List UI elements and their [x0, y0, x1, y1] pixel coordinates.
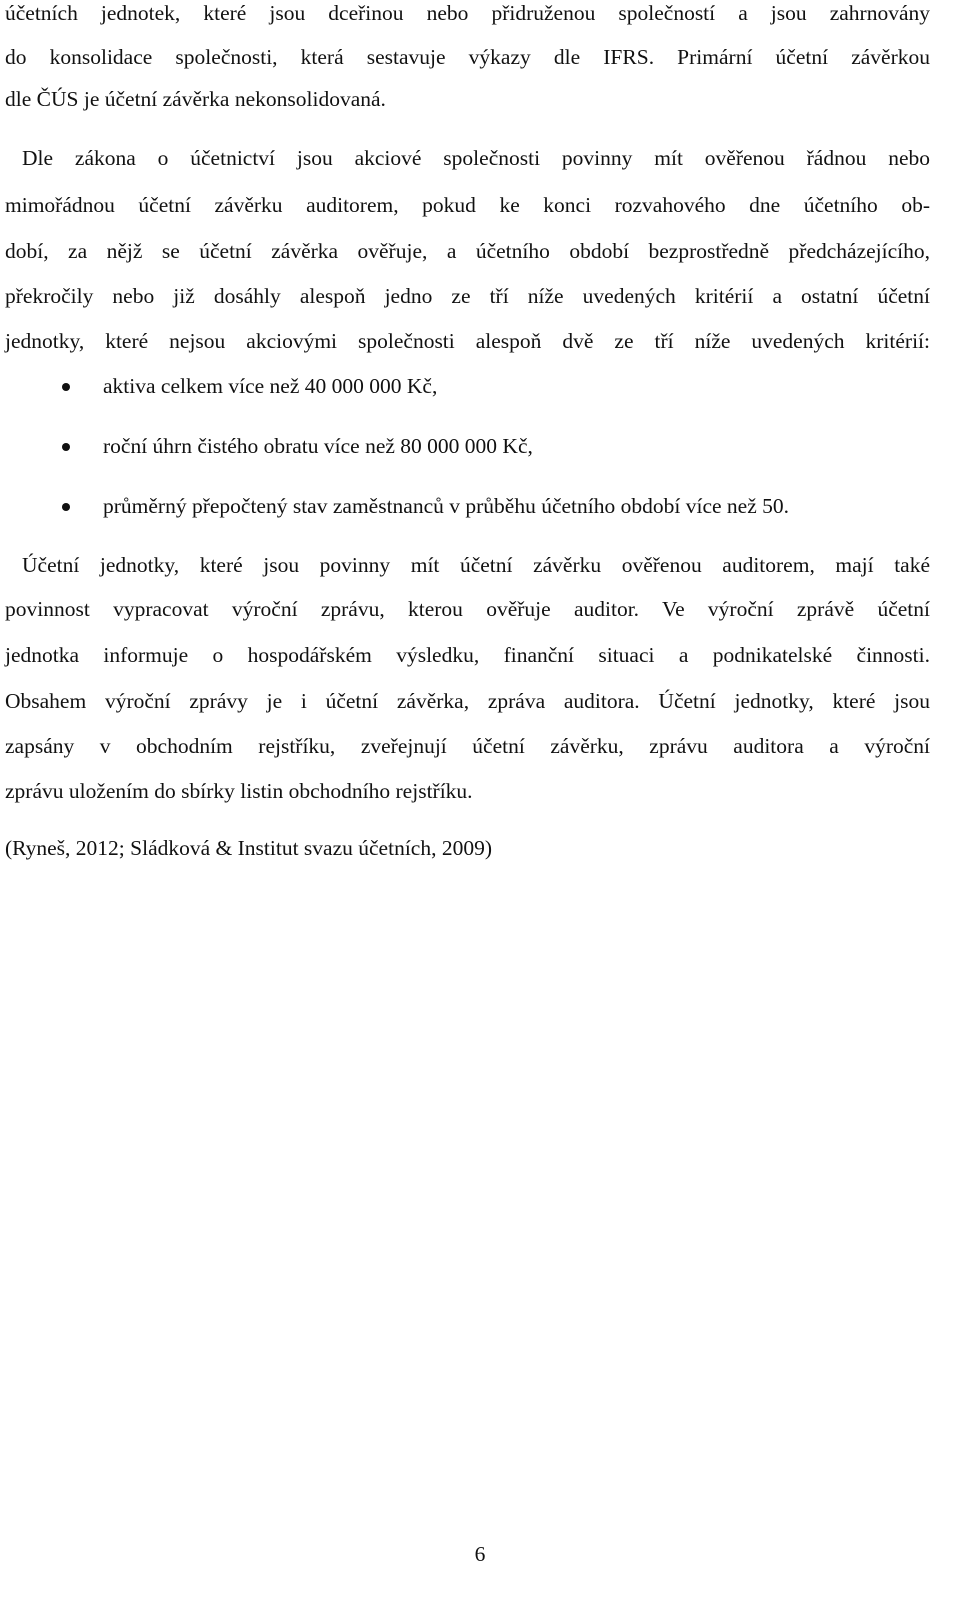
paragraph-3-line-2: povinnost vypracovat výroční zprávu, kterou ověřuje auditor. Ve výroční zprávě účetní — [5, 597, 930, 621]
criteria-item-2: roční úhrn čistého obratu více než 80 000 000 Kč, — [103, 434, 533, 458]
paragraph-2-line-2: mimořádnou účetní závěrku auditorem, pokud ke konci rozvahového dne účetního ob- — [5, 193, 930, 217]
paragraph-2-line-5: jednotky, které nejsou akciovými společnosti alespoň dvě ze tří níže uvedených kritérií: — [5, 329, 930, 353]
criteria-item-3: průměrný přepočtený stav zaměstnanců v průběhu účetního období více než 50. — [103, 494, 789, 518]
paragraph-1-line-1: účetních jednotek, které jsou dceřinou nebo přidruženou společností a jsou zahrnovány — [5, 1, 930, 25]
bullet-icon — [62, 383, 70, 391]
paragraph-2-line-4: překročily nebo již dosáhly alespoň jedno ze tří níže uvedených kritérií a ostatní účetní — [5, 284, 930, 308]
bullet-icon — [62, 443, 70, 451]
paragraph-3-line-6: zprávu uložením do sbírky listin obchodního rejstříku. — [5, 779, 473, 803]
criteria-item-1: aktiva celkem více než 40 000 000 Kč, — [103, 374, 438, 398]
paragraph-1-line-3: dle ČÚS je účetní závěrka nekonsolidovaná. — [5, 87, 386, 111]
paragraph-3-line-4: Obsahem výroční zprávy je i účetní závěrka, zpráva auditora. Účetní jednotky, které jsou — [5, 689, 930, 713]
paragraph-3-line-3: jednotka informuje o hospodářském výsledku, finanční situaci a podnikatelské činnosti. — [5, 643, 930, 667]
paragraph-2-line-1: Dle zákona o účetnictví jsou akciové společnosti povinny mít ověřenou řádnou nebo — [22, 146, 930, 170]
bullet-icon — [62, 503, 70, 511]
paragraph-3-line-5: zapsány v obchodním rejstříku, zveřejnují účetní závěrku, zprávu auditora a výroční — [5, 734, 930, 758]
paragraph-3-line-1: Účetní jednotky, které jsou povinny mít účetní závěrku ověřenou auditorem, mají také — [22, 553, 930, 577]
citation: (Ryneš, 2012; Sládková & Institut svazu účetních, 2009) — [5, 836, 492, 860]
paragraph-2-line-3: dobí, za nějž se účetní závěrka ověřuje, a účetního období bezprostředně předcházejícího, — [5, 239, 930, 263]
page-number: 6 — [474, 1542, 486, 1566]
paragraph-1-line-2: do konsolidace společnosti, která sestavuje výkazy dle IFRS. Primární účetní závěrkou — [5, 45, 930, 69]
